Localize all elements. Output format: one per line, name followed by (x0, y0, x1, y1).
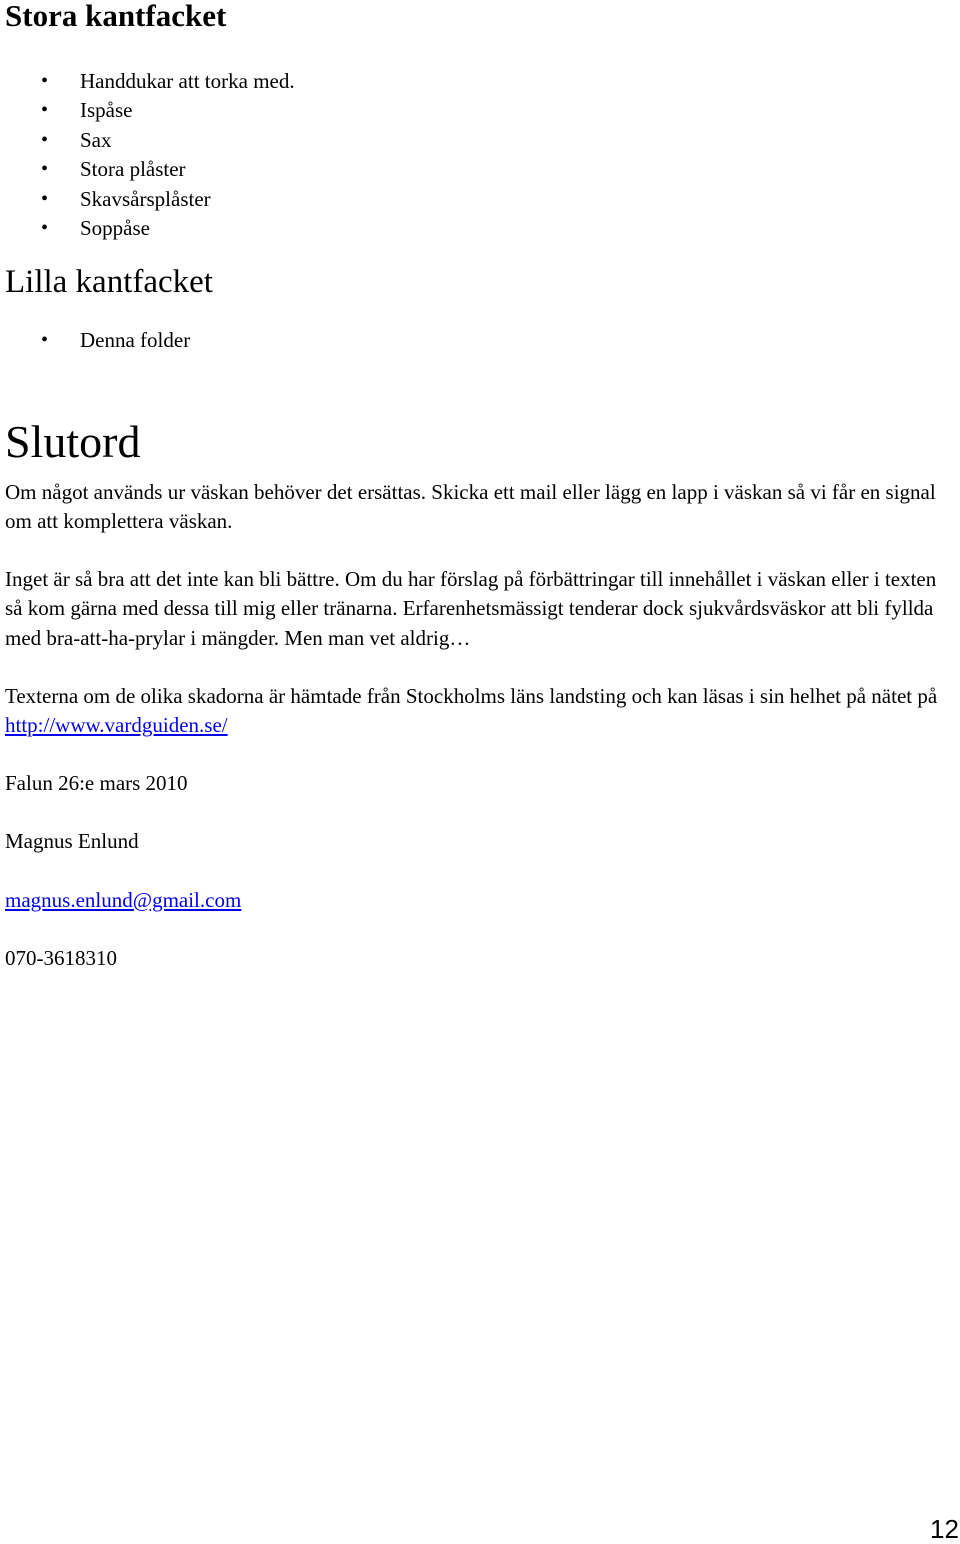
phone-number: 070-3618310 (5, 945, 117, 970)
bullet-icon: • (41, 217, 49, 240)
document-page (5, 0, 950, 973)
bullet-icon: • (41, 99, 49, 122)
vardguiden-link[interactable]: http://www.vardguiden.se/ (5, 713, 228, 738)
bullet-icon: • (41, 187, 49, 210)
email-link[interactable]: magnus.enlund@gmail.com (5, 887, 242, 912)
list-item: • Ispåse (5, 96, 950, 125)
list-item: • Sax (5, 126, 950, 155)
list-item: • Soppåse (5, 214, 950, 243)
list-item: • Handdukar att torka med. (5, 67, 950, 96)
place-date: Falun 26:e mars 2010 (5, 771, 188, 796)
bullet-icon: • (41, 158, 49, 181)
list-item: • Denna folder (5, 326, 950, 355)
bullet-icon: • (41, 128, 49, 151)
heading-slutord: Slutord (5, 415, 141, 467)
paragraph-improvements: Inget är så bra att det inte kan bli bättre. Om du har förslag på förbättringar till innehållet i väskan eller i texten så kom gärna med dessa till mig eller tränarna. Erfarenhetsmässigt tenderar dock sjukvårdsväskor att bli fyllda med bra-att-ha-prylar i mängder. Men man vet aldrig… (5, 567, 937, 650)
bullet-icon: • (41, 329, 49, 352)
sources-text: Texterna om de olika skadorna är hämtade från Stockholms läns landsting och kan läsas i sin helhet på nätet på (5, 683, 938, 708)
author-name: Magnus Enlund (5, 829, 139, 854)
list-stora-kantfacket (5, 67, 950, 243)
list-item: • Stora plåster (5, 155, 950, 184)
bullet-icon: • (41, 70, 49, 92)
heading-lilla-kantfacket: Lilla kantfacket (5, 264, 213, 301)
paragraph-replace-items: Om något används ur väskan behöver det ersättas. Skicka ett mail eller lägg en lapp i väskan så vi får en signal om att komplettera väskan. (5, 479, 936, 534)
paragraph-sources (5, 682, 950, 740)
list-item: • Skavsårsplåster (5, 185, 950, 214)
page-number: 12 (930, 1514, 959, 1544)
email-paragraph (5, 886, 950, 915)
list-lilla-kantfacket (5, 326, 950, 355)
heading-stora-kantfacket: Stora kantfacket (5, 0, 227, 33)
